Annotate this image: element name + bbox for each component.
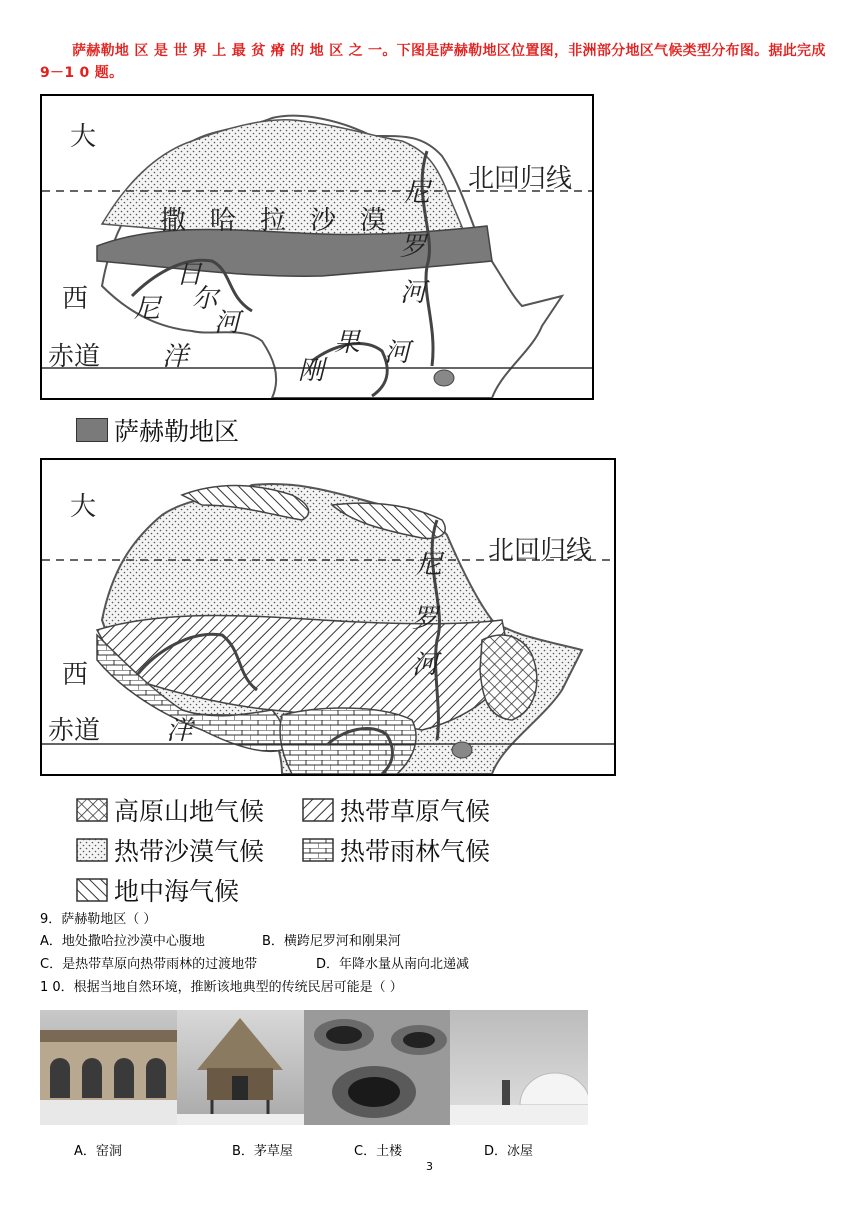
climate-map (40, 458, 616, 776)
label-niger-4: 河 (214, 308, 241, 338)
legend-label-highland: 高原山地气候 (114, 797, 265, 826)
label2-nile-1: 尼 (416, 550, 443, 580)
cave-dwelling-image (40, 1010, 177, 1125)
legend-desert (76, 832, 264, 868)
legend-swatch-savanna (302, 798, 334, 822)
legend-label-sahel: 萨赫勒地区 (114, 417, 240, 446)
page-number: 3 (426, 1160, 433, 1173)
legend-swatch-mediterranean (76, 878, 108, 902)
label2-nile-2: 罗 (412, 604, 439, 634)
legend-swatch-highland (76, 798, 108, 822)
option-a-caption: A．窑洞 (74, 1144, 122, 1159)
question-9-option-d: D．年降水量从南向北递减 (316, 957, 470, 972)
africa-map-2 (42, 460, 614, 774)
legend-mediterranean (76, 872, 239, 908)
label-da: 大 (70, 122, 97, 152)
legend-rainforest (302, 832, 490, 868)
lake-victoria (434, 370, 454, 386)
label2-yang: 洋 (166, 716, 193, 746)
legend-label-mediterranean: 地中海气候 (114, 877, 240, 906)
label-nile-3: 河 (400, 278, 427, 308)
label-nile-1: 尼 (404, 178, 431, 208)
label-desert-4: 沙 (310, 206, 337, 236)
label-congo-1: 刚 (298, 356, 325, 386)
label-xi: 西 (62, 284, 89, 314)
igloo-image (450, 1010, 588, 1125)
label-nile-2: 罗 (400, 232, 427, 262)
label-niger-1: 尼 (134, 294, 161, 324)
tropical-rainforest-zone-2 (280, 708, 416, 774)
photo-thatched-hut (177, 1010, 304, 1125)
legend-label-savanna: 热带草原气候 (340, 797, 491, 826)
legend-swatch-rainforest (302, 838, 334, 862)
lake-victoria-2 (452, 742, 472, 758)
option-d-caption: D．冰屋 (484, 1144, 534, 1159)
label-niger-2: 日 (176, 260, 203, 290)
photo-cave-dwelling (40, 1010, 177, 1125)
legend-sahel (76, 412, 239, 448)
legend-label-rainforest: 热带雨林气候 (340, 837, 491, 866)
label2-xi: 西 (62, 660, 89, 690)
legend-swatch-desert (76, 838, 108, 862)
label-desert-5: 漠 (360, 206, 387, 236)
label-niger-3: 尔 (192, 284, 219, 314)
label2-tropic: 北回归线 (488, 536, 593, 566)
label-tropic: 北回归线 (468, 164, 573, 194)
option-b-caption: B．茅草屋 (232, 1144, 293, 1159)
sahel-location-map (40, 94, 594, 400)
question-9: 9．萨赫勒地区（ ） (40, 912, 157, 927)
option-c-caption: C．土楼 (354, 1144, 403, 1159)
earth-building-image (304, 1010, 450, 1125)
label-desert-3: 拉 (260, 206, 287, 236)
photo-igloo (450, 1010, 588, 1125)
label-desert-1: 撒 (160, 206, 187, 236)
legend-label-desert: 热带沙漠气候 (114, 837, 265, 866)
label2-da: 大 (70, 492, 97, 522)
label2-nile-3: 河 (412, 650, 439, 680)
legend-savanna (302, 792, 490, 828)
question-9-option-a: A．地处撒哈拉沙漠中心腹地 (40, 934, 205, 949)
question-9-option-b: B．横跨尼罗河和刚果河 (262, 934, 401, 949)
legend-highland (76, 792, 264, 828)
thatched-hut-image (177, 1010, 304, 1125)
label-congo-2: 果 (334, 328, 361, 358)
label2-chidao: 赤道 (48, 716, 101, 746)
label-congo-3: 河 (384, 338, 411, 368)
photo-earth-building (304, 1010, 450, 1125)
label-yang: 洋 (162, 342, 189, 372)
question-9-option-c: C．是热带草原向热带雨林的过渡地带 (40, 957, 258, 972)
label-chidao: 赤道 (48, 342, 101, 372)
intro-text: 萨赫勒地 区 是 世 界 上 最 贫 瘠 的 地 区 之 一。下图是萨赫勒地区位置图，非洲部分地区气候类型分布图。据此完成 9－1 0 题。 (40, 43, 826, 81)
label-desert-2: 哈 (210, 206, 237, 236)
legend-swatch-sahel (76, 418, 108, 442)
question-10: 1 0．根据当地自然环境，推断该地典型的传统民居可能是（ ） (40, 980, 403, 995)
